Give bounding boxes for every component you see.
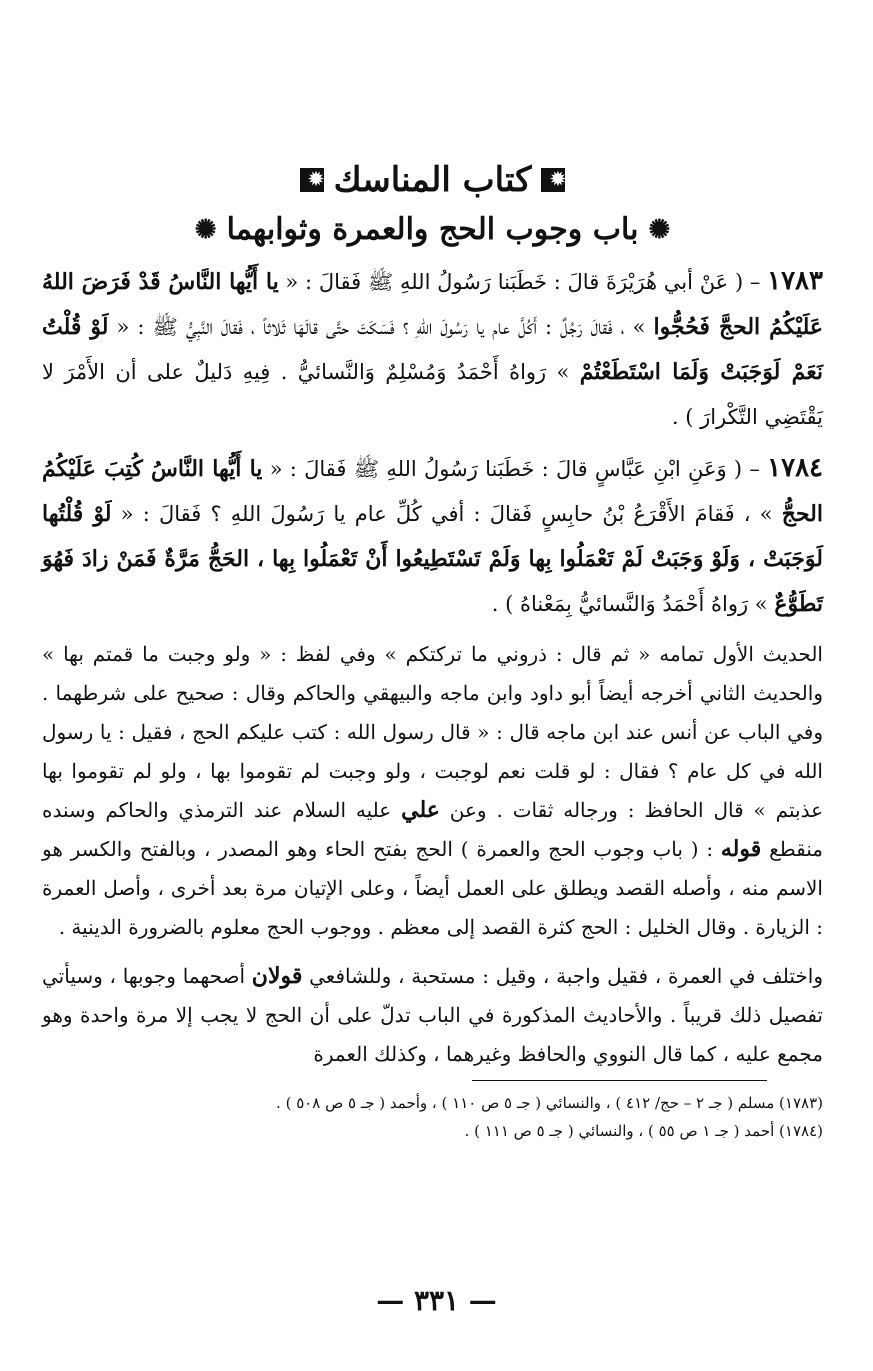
commentary-text: الحديث الأول تمامه « ثم قال : ذروني ما تركتكم » وفي لفظ : « ولو وجبت ما قمتم بها » والحديث الثاني أخرجه أيضاً أبو داود وابن ماجه والبيهقي والحاكم وقال : صحيح على شرطهما . وفي الباب عن أنس عند ابن ماجه قال : « قال رسول الله : كتب عليكم الحج ، فقيل : يا رسول الله في كل عام ؟ فقال : لو قلت نعم لوجبت ، ولو وجبت لم تقوموا بها ، ولو لم تقوموا بها عذبتم » قال الحافظ : ورجاله ثقات . وعن — [42, 642, 824, 822]
book-title: كتاب المناسك — [333, 160, 532, 200]
ornament-box-icon: ✹ — [541, 168, 565, 192]
commentary-bold: علي — [401, 797, 440, 823]
hadith-text-bold: يا أَيُّها النَّاسُ قَدْ فَرَضَ اللهُ عَلَيْكُمُ الحجَّ فَحُجُّوا — [42, 269, 824, 340]
hadith-number: ١٧٨٤ — [767, 453, 823, 483]
commentary-text: عليه السلام عند الترمذي والحاكم وسنده منقطع — [42, 798, 823, 861]
hadith-text-bold: لَوْ قُلْتُ نَعَمْ لَوَجَبَتْ وَلَمَا اسْتَطَعْتُمْ — [42, 314, 823, 385]
commentary — [42, 635, 823, 1074]
hadith-text-part: » رَواهُ أَحْمَدُ وَمُسْلِمٌ وَالنَّسائيُّ . فِيهِ دَليلٌ على أن الأَمْرَ لا يَقْتَضِي التَّكْرارَ ) . — [42, 360, 823, 429]
hadith-text-part: ( عَنْ أبي هُرَيْرَةَ قالَ : خَطَبَنا رَسُولُ اللهِ ﷺ فَقالَ : « — [278, 270, 744, 294]
ornament-box-icon: ✹ — [300, 168, 324, 192]
hadith-text-part: » ، فَقالَ رَجُلٌ : أَكُلَّ عام يا رَسُولَ اللهِ ؟ فَسَكَتَ حتَّى قالَهَا ثَلاثاً ، فَقالَ النَّبِيُّ ﷺ : « — [108, 315, 654, 339]
commentary-paragraph — [42, 635, 823, 947]
hadith-1784 — [42, 446, 823, 627]
hadith-1783 — [42, 259, 823, 440]
commentary-text: أصحهما وجوبها ، وسيأتي تفصيل ذلك قريباً . والأحاديث المذكورة في الباب تدلّ على أن الحج لا يجب إلا مرة واحدة وهو مجمع عليه ، كما قال النووي والحافظ وغيرهما ، وكذلك العمرة — [42, 964, 823, 1066]
hadith-text-part: ( وَعَنِ ابْنِ عَبَّاسٍ قالَ : خَطَبَنا رَسُولُ اللهِ ﷺ فَقالَ : « — [262, 457, 743, 481]
hadith-number: ١٧٨٣ — [767, 266, 823, 296]
footnotes — [42, 1089, 823, 1145]
hadith-text-bold: يا أَيُّها النَّاسُ كُتِبَ عَلَيْكُمُ الحجُّ — [42, 456, 823, 527]
footnote-separator — [472, 1080, 767, 1081]
book-title-block — [42, 160, 823, 200]
page-number: — ٣٣١ — — [376, 1284, 497, 1317]
commentary-bold: قوله — [720, 836, 762, 862]
star-ornament-icon: ✺ — [648, 214, 671, 245]
footnote: (١٧٨٤) أحمد ( جـ ١ ص ٥٥ ) ، والنسائي ( جـ ٥ ص ١١١ ) . — [464, 1122, 823, 1140]
commentary-text: واختلف في العمرة ، فقيل واجبة ، وقيل : مستحبة ، وللشافعي — [302, 964, 823, 988]
hadith-text-part: » ، فَقامَ الأَقْرَعُ بْنُ حابِسٍ فَقالَ : أفي كُلِّ عام يا رَسُولَ اللهِ ؟ فَقالَ : « — [111, 502, 782, 526]
commentary-paragraph — [42, 957, 823, 1074]
star-ornament-icon: ✺ — [194, 214, 217, 245]
hadith-text-part: » رَواهُ أَحْمَدُ وَالنَّسائيُّ بِمَعْناهُ ) . — [491, 592, 775, 616]
hadith-paragraph: ١٧٨٤ – ( وَعَنِ ابْنِ عَبَّاسٍ قالَ : خَطَبَنا رَسُولُ اللهِ ﷺ فَقالَ : « يا أَيُّها النَّاسُ كُتِبَ عَلَيْكُمُ الحجُّ » ، فَقامَ الأَقْرَعُ بْنُ حابِسٍ فَقالَ : أفي كُلِّ عام يا رَسُولَ اللهِ ؟ فَقالَ : « لَوْ قُلْتُها لَوَجَبَتْ ، وَلَوْ وَجَبَتْ لَمْ تَعْمَلُوا بِها وَلَمْ تَسْتَطِيعُوا أَنْ تَعْمَلُوا بِها ، الحَجُّ مَرَّةٌ فَمَنْ زادَ فَهُوَ تَطَوُّعٌ » رَواهُ أَحْمَدُ وَالنَّسائيُّ بِمَعْناهُ ) . — [42, 453, 823, 617]
commentary-text: : ( باب وجوب الحج والعمرة ) الحج بفتح الحاء وهو المصدر ، وبالفتح والكسر هو الاسم منه ، وأصله القصد ويطلق على العمل أيضاً ، وعلى الإتيان مرة بعد أخرى ، وأصل العمرة : الزيارة . وقال الخليل : الحج كثرة القصد إلى معظم . ووجوب الحج معلوم بالضرورة الدينية . — [42, 837, 823, 939]
footnote: (١٧٨٣) مسلم ( جـ ٢ – حج/ ٤١٢ ) ، والنسائي ( جـ ٥ ص ١١٠ ) ، وأحمد ( جـ ٥ ص ٥٠٨ ) . — [276, 1094, 823, 1112]
commentary-bold: قولان — [251, 963, 303, 989]
hadith-text-bold: لَوْ قُلْتُها لَوَجَبَتْ ، وَلَوْ وَجَبَتْ لَمْ تَعْمَلُوا بِها وَلَمْ تَسْتَطِيعُوا أَنْ تَعْمَلُوا بِها ، الحَجُّ مَرَّةٌ فَمَنْ زادَ فَهُوَ تَطَوُّعٌ — [42, 501, 823, 617]
chapter-title: باب وجوب الحج والعمرة وثوابهما — [226, 212, 639, 247]
chapter-title-block — [42, 212, 823, 247]
hadith-paragraph: ١٧٨٣ – ( عَنْ أبي هُرَيْرَةَ قالَ : خَطَبَنا رَسُولُ اللهِ ﷺ فَقالَ : « يا أَيُّها النَّاسُ قَدْ فَرَضَ اللهُ عَلَيْكُمُ الحجَّ فَحُجُّوا » ، فَقالَ رَجُلٌ : أَكُلَّ عام يا رَسُولَ اللهِ ؟ فَسَكَتَ حتَّى قالَهَا ثَلاثاً ، فَقالَ النَّبِيُّ ﷺ : « لَوْ قُلْتُ نَعَمْ لَوَجَبَتْ وَلَمَا اسْتَطَعْتُمْ » رَواهُ أَحْمَدُ وَمُسْلِمٌ وَالنَّسائيُّ . فِيهِ دَليلٌ على أن الأَمْرَ لا يَقْتَضِي التَّكْرارَ ) . — [42, 266, 824, 429]
